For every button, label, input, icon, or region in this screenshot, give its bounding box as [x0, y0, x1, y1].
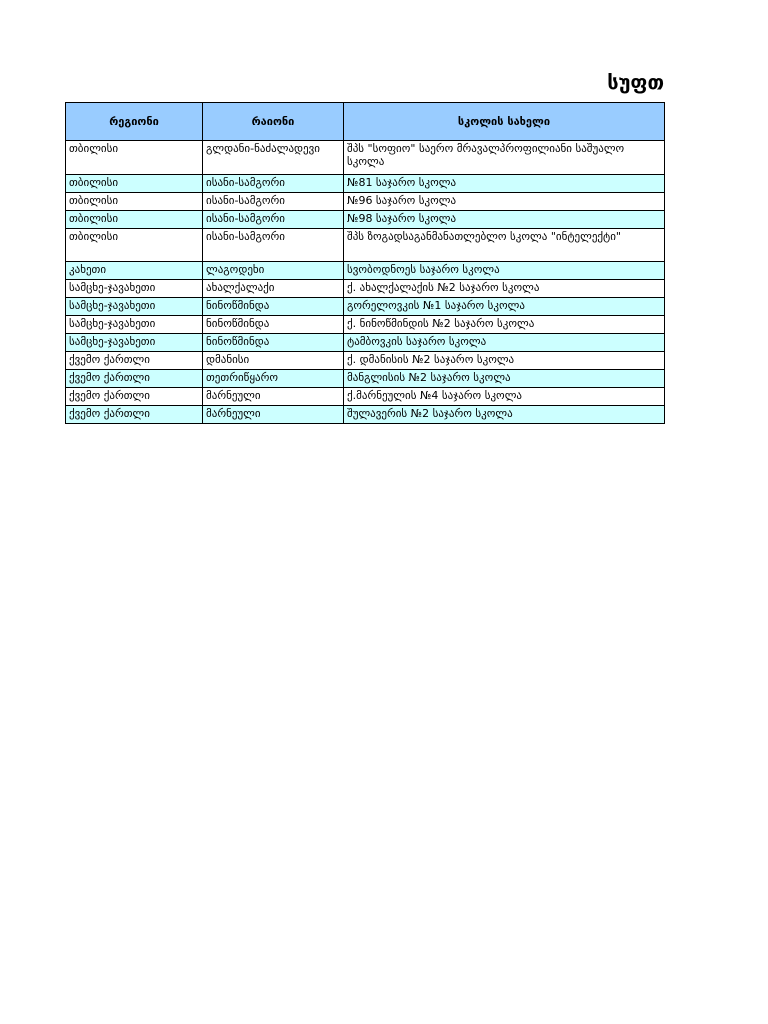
cell-school-name: №96 საჯარო სკოლა	[344, 193, 665, 211]
table-header-row	[66, 103, 665, 141]
cell-school-name: სვობოდნოეს საჯარო სკოლა	[344, 262, 665, 280]
table-row	[66, 334, 665, 352]
column-header-school-name: სკოლის სახელი	[344, 103, 665, 141]
cell-region: სამცხე-ჯავახეთი	[66, 334, 203, 352]
cell-region: სამცხე-ჯავახეთი	[66, 280, 203, 298]
table-row	[66, 370, 665, 388]
table-row	[66, 193, 665, 211]
cell-school-name: მანგლისის №2 საჯარო სკოლა	[344, 370, 665, 388]
cell-region: თბილისი	[66, 175, 203, 193]
cell-district: ახალქალაქი	[203, 280, 344, 298]
cell-region: სამცხე-ჯავახეთი	[66, 316, 203, 334]
cell-region: ქვემო ქართლი	[66, 370, 203, 388]
cell-school-name: შპს "სოფიო" საერო მრავალპროფილიანი საშუალო სკოლა	[344, 141, 665, 175]
table-row	[66, 352, 665, 370]
schools-table	[65, 102, 665, 424]
column-header-region: რეგიონი	[66, 103, 203, 141]
cell-district: მარნეული	[203, 406, 344, 424]
cell-school-name: №98 საჯარო სკოლა	[344, 211, 665, 229]
cell-district: მარნეული	[203, 388, 344, 406]
cell-region: თბილისი	[66, 229, 203, 262]
cell-region: სამცხე-ჯავახეთი	[66, 298, 203, 316]
cell-district: თეთრიწყარო	[203, 370, 344, 388]
cell-district: ისანი-სამგორი	[203, 175, 344, 193]
cell-region: ქვემო ქართლი	[66, 388, 203, 406]
table-row	[66, 298, 665, 316]
table-row	[66, 211, 665, 229]
cell-region: თბილისი	[66, 193, 203, 211]
cell-school-name: №81 საჯარო სკოლა	[344, 175, 665, 193]
cell-school-name: შულავერის №2 საჯარო სკოლა	[344, 406, 665, 424]
cell-region: ქვემო ქართლი	[66, 406, 203, 424]
column-header-district: რაიონი	[203, 103, 344, 141]
table-row	[66, 388, 665, 406]
cell-school-name: შპს ზოგადსაგანმანათლებლო სკოლა "ინტელექტი"	[344, 229, 665, 262]
cell-district: ნინოწმინდა	[203, 316, 344, 334]
cell-school-name: ქ. ნინოწმინდის №2 საჯარო სკოლა	[344, 316, 665, 334]
cell-district: ისანი-სამგორი	[203, 229, 344, 262]
cell-district: ნინოწმინდა	[203, 298, 344, 316]
cell-district: ლაგოდეხი	[203, 262, 344, 280]
table-row	[66, 280, 665, 298]
cell-school-name: გორელოვკის №1 საჯარო სკოლა	[344, 298, 665, 316]
table-row	[66, 262, 665, 280]
table-row	[66, 406, 665, 424]
cell-school-name: ქ.მარნეულის №4 საჯარო სკოლა	[344, 388, 665, 406]
table-row	[66, 316, 665, 334]
cell-school-name: ქ. ახალქალაქის №2 საჯარო სკოლა	[344, 280, 665, 298]
cell-region: კახეთი	[66, 262, 203, 280]
cell-district: ნინოწმინდა	[203, 334, 344, 352]
cell-region: ქვემო ქართლი	[66, 352, 203, 370]
cell-district: ისანი-სამგორი	[203, 211, 344, 229]
table-row	[66, 229, 665, 262]
cell-region: თბილისი	[66, 141, 203, 175]
cell-region: თბილისი	[66, 211, 203, 229]
cell-school-name: ქ. დმანისის №2 საჯარო სკოლა	[344, 352, 665, 370]
cell-district: გლდანი-ნაძალადევი	[203, 141, 344, 175]
cell-district: დმანისი	[203, 352, 344, 370]
table-row	[66, 141, 665, 175]
cell-school-name: ტამბოვკის საჯარო სკოლა	[344, 334, 665, 352]
table-row	[66, 175, 665, 193]
cell-district: ისანი-სამგორი	[203, 193, 344, 211]
page-title: სუფთ	[607, 70, 664, 94]
